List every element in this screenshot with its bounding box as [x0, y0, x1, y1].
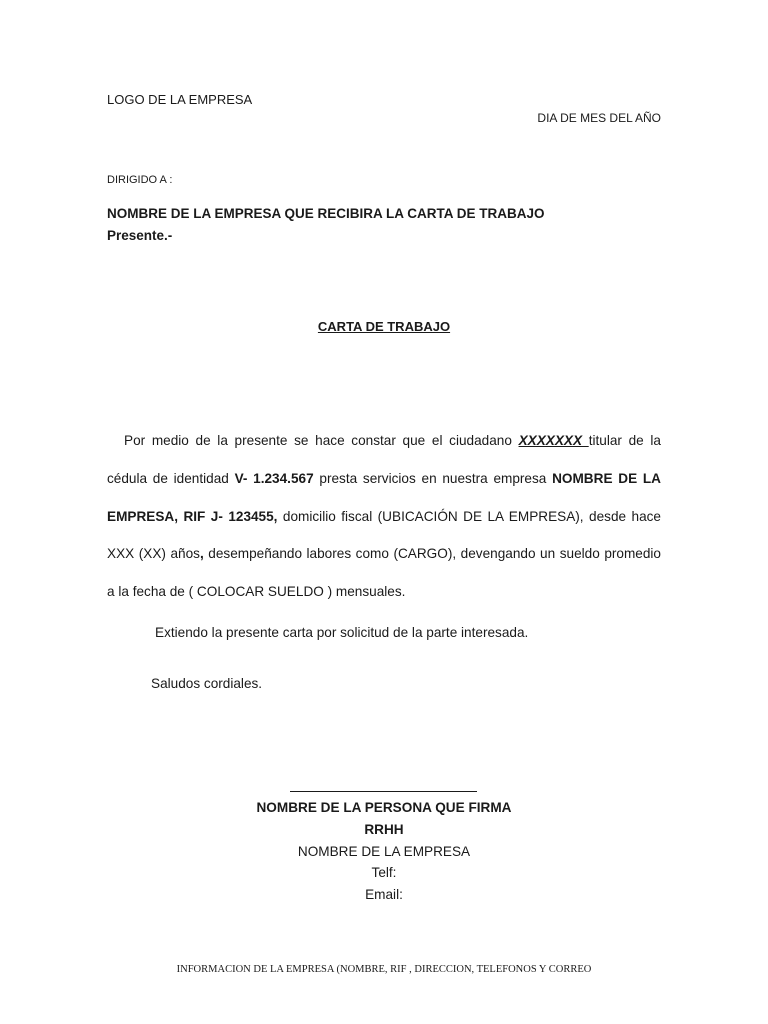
- document-title: CARTA DE TRABAJO: [317, 319, 451, 334]
- signer-email: Email:: [365, 887, 403, 902]
- citizen-name: XXXXXXX: [518, 433, 589, 448]
- presente-text: Presente.-: [107, 228, 173, 243]
- addressee-label: DIRIGIDO A :: [107, 174, 173, 186]
- body-paragraph: [107, 422, 661, 611]
- signer-name: NOMBRE DE LA PERSONA QUE FIRMA: [256, 800, 512, 815]
- body-text: Por medio de la presente se hace constar que el ciudadano: [124, 433, 519, 448]
- body-text: desempeñando labores como (CARGO), devengando un sueldo promedio a la fecha de ( COLOCAR SUELDO ) mensuales.: [107, 546, 661, 600]
- logo-placeholder: LOGO DE LA EMPRESA: [107, 92, 253, 107]
- greeting: Saludos cordiales.: [151, 676, 263, 691]
- company-info-footer: INFORMACION DE LA EMPRESA (NOMBRE, RIF , DIRECCION, TELEFONOS Y CORREO: [176, 964, 592, 975]
- signer-company: NOMBRE DE LA EMPRESA: [297, 844, 471, 859]
- body-comma: ,: [199, 546, 204, 562]
- body-text: titular de la cédula de identidad: [107, 433, 661, 486]
- signer-phone: Telf:: [371, 865, 397, 880]
- body-text: presta servicios en nuestra empresa: [313, 470, 553, 486]
- closing-statement: Extiendo la presente carta por solicitud de la parte interesada.: [155, 625, 529, 640]
- signature-line: [290, 791, 477, 792]
- letter-date: DIA DE MES DEL AÑO: [537, 111, 661, 125]
- company-name-rif: NOMBRE DE LA EMPRESA, RIF J- 123455,: [107, 470, 661, 524]
- cedula-number: V- 1.234.567: [234, 470, 314, 486]
- recipient-name: NOMBRE DE LA EMPRESA QUE RECIBIRA LA CARTA DE TRABAJO: [107, 206, 545, 221]
- signer-department: RRHH: [364, 822, 404, 837]
- body-text: domicilio fiscal (UBICACIÓN DE LA EMPRESA), desde hace XXX (XX) años: [107, 508, 661, 562]
